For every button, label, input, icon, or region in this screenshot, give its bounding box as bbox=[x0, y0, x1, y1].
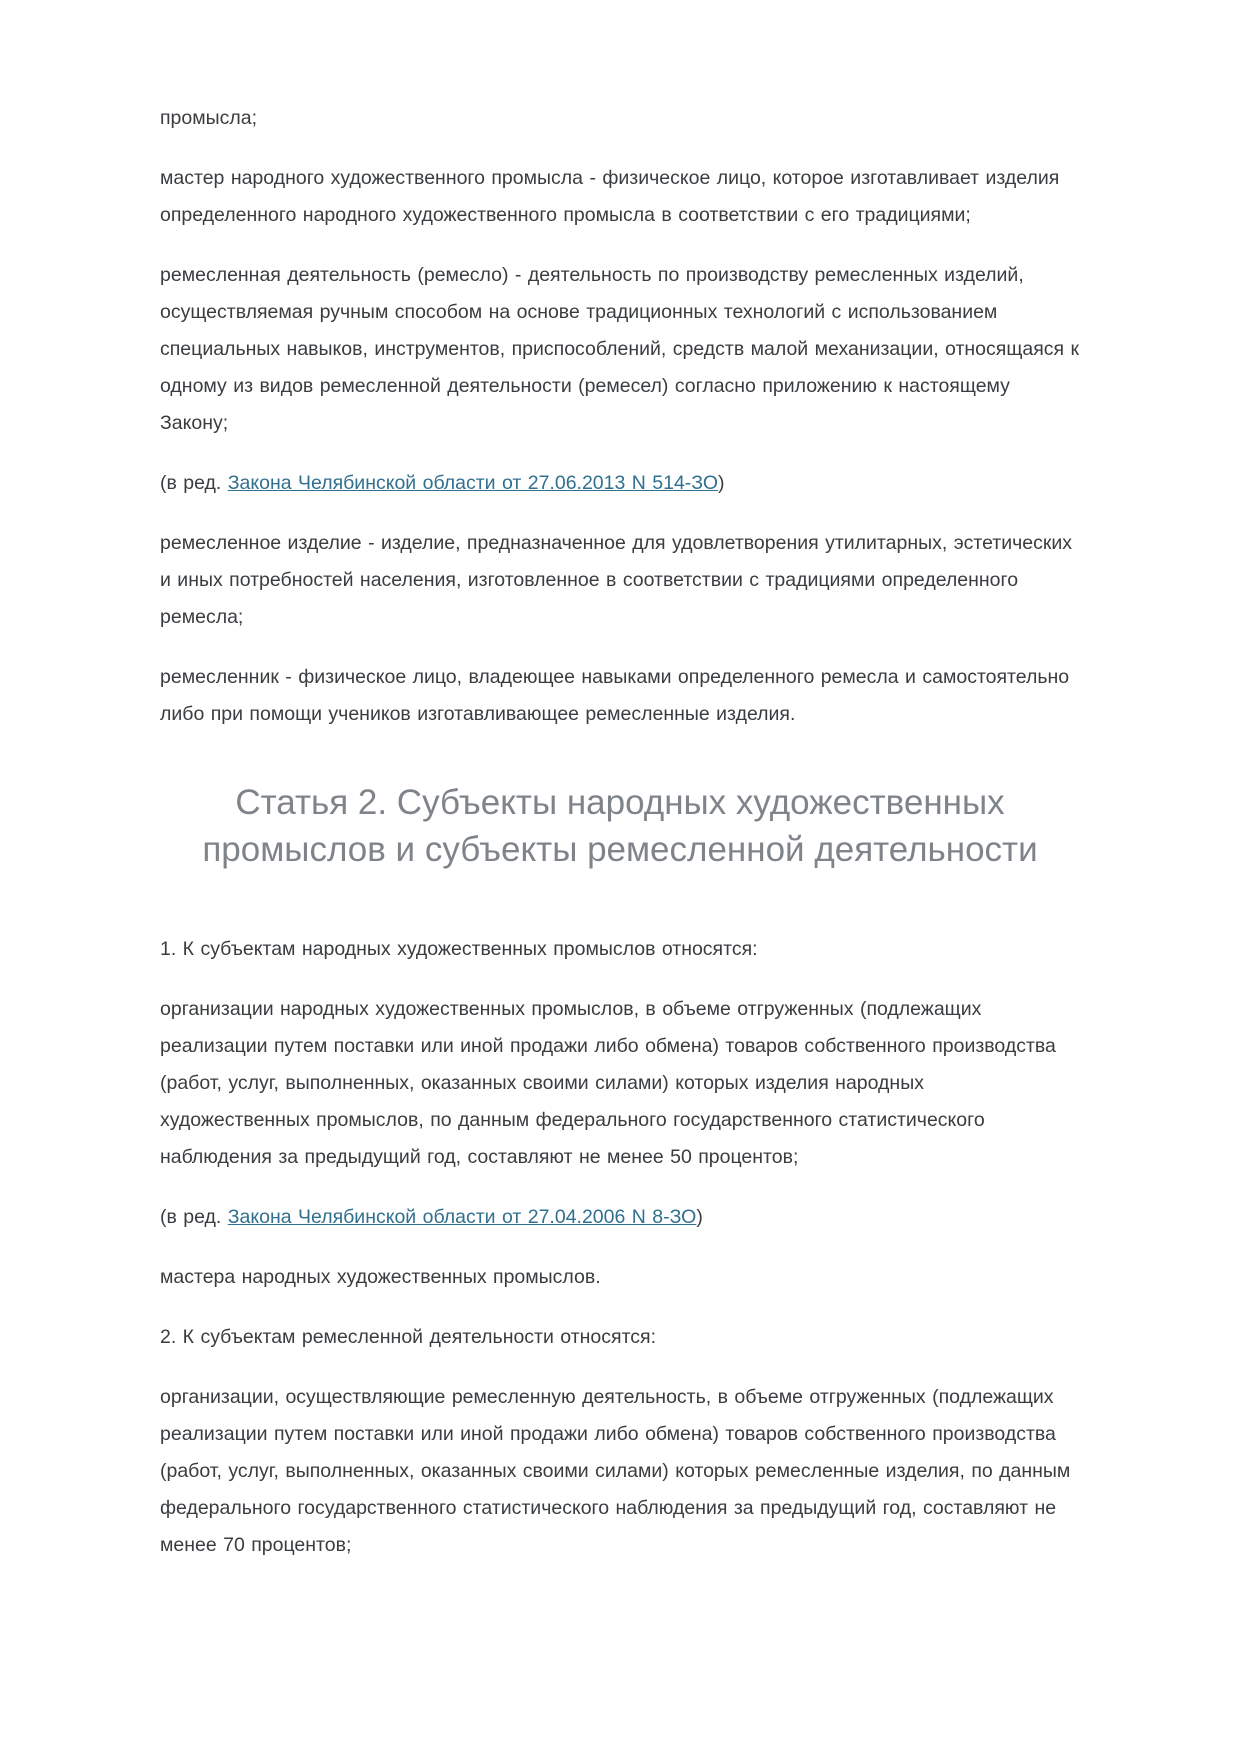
paragraph bbox=[160, 525, 1080, 636]
paragraph bbox=[160, 257, 1080, 442]
paragraph-text: ) bbox=[696, 1206, 703, 1228]
paragraph bbox=[160, 659, 1080, 733]
paragraph-text: ремесленная деятельность (ремесло) - деятельность по производству ремесленных изделий, осуществляемая ручным способом на основе традиционных технологий с использованием специальных навыков, инструментов, приспособлений, средств малой механизации, относящаяся к одному из видов ремесленной деятельности (ремесел) согласно приложению к настоящему Закону; bbox=[160, 264, 1080, 434]
paragraph bbox=[160, 1319, 1080, 1356]
paragraph-text: мастера народных художественных промыслов. bbox=[160, 1266, 601, 1288]
law-reference-link[interactable]: Закона Челябинской области от 27.06.2013 N 514-ЗО bbox=[227, 472, 719, 494]
paragraph-text: 2. К субъектам ремесленной деятельности относятся: bbox=[160, 1326, 657, 1348]
paragraph-text: ремесленник - физическое лицо, владеющее навыками определенного ремесла и самостоятельно либо при помощи учеников изготавливающее ремесленные изделия. bbox=[160, 666, 1070, 725]
paragraph bbox=[160, 160, 1080, 234]
paragraph bbox=[160, 1259, 1080, 1296]
law-reference-link[interactable]: Закона Челябинской области от 27.04.2006 N 8-ЗО bbox=[227, 1206, 697, 1228]
paragraph-text: организации народных художественных промыслов, в объеме отгруженных (подлежащих реализации путем поставки или иной продажи либо обмена) товаров собственного производства (работ, услуг, выполненных, оказанных своими силами) которых изделия народных художественных промыслов, по данным федерального государственного статистического наблюдения за предыдущий год, составляют не менее 50 процентов; bbox=[160, 998, 1056, 1168]
paragraph-text: (в ред. bbox=[160, 472, 228, 494]
paragraph bbox=[160, 1199, 1080, 1236]
paragraph-text: ремесленное изделие - изделие, предназначенное для удовлетворения утилитарных, эстетических и иных потребностей населения, изготовленное в соответствии с традициями определенного ремесла; bbox=[160, 532, 1073, 628]
paragraph bbox=[160, 100, 1080, 137]
paragraph bbox=[160, 1379, 1080, 1564]
paragraph-text: ) bbox=[718, 472, 725, 494]
paragraph bbox=[160, 991, 1080, 1176]
paragraph-text: промысла; bbox=[160, 107, 258, 129]
document-body bbox=[160, 100, 1080, 1564]
paragraph bbox=[160, 465, 1080, 502]
paragraph-text: мастер народного художественного промысла - физическое лицо, которое изготавливает изделия определенного народного художественного промысла в соответствии с его традициями; bbox=[160, 167, 1060, 226]
paragraph-text: 1. К субъектам народных художественных промыслов относятся: bbox=[160, 938, 758, 960]
article-heading: Статья 2. Субъекты народных художественных промыслов и субъекты ремесленной деятельности bbox=[202, 783, 1038, 869]
paragraph bbox=[160, 931, 1080, 968]
paragraph-text: организации, осуществляющие ремесленную деятельность, в объеме отгруженных (подлежащих реализации путем поставки или иной продажи либо обмена) товаров собственного производства (работ, услуг, выполненных, оказанных своими силами) которых ремесленные изделия, по данным федерального государственного статистического наблюдения за предыдущий год, составляют не менее 70 процентов; bbox=[160, 1386, 1071, 1556]
paragraph-text: (в ред. bbox=[160, 1206, 228, 1228]
